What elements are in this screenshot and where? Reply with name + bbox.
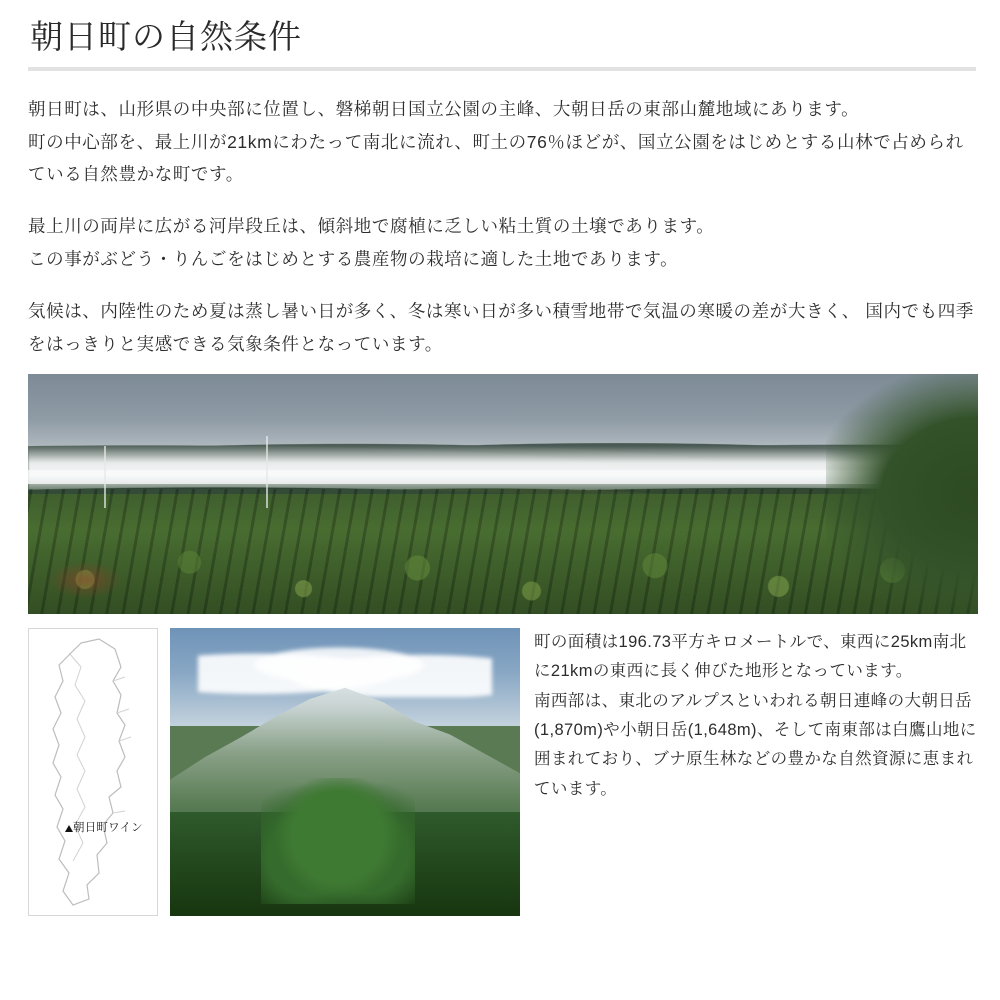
paragraph-soil: 最上川の両岸に広がる河岸段丘は、傾斜地で腐植に乏しい粘土質の土壌であります。 この事がぶどう・りんごをはじめとする農産物の栽培に適した土地であります。 — [28, 216, 715, 269]
hero-utility-pole — [104, 446, 106, 508]
lower-section — [28, 628, 978, 916]
area-description — [534, 628, 978, 804]
vineyard-panorama-image — [28, 374, 978, 614]
map-region-shape — [53, 639, 125, 905]
title-divider — [28, 67, 976, 71]
map-marker-icon — [65, 825, 73, 832]
map-outline-svg — [29, 629, 157, 915]
paragraph-location: 朝日町は、山形県の中央部に位置し、磐梯朝日国立公園の主峰、大朝日岳の東部山麓地域にあります。 町の中心部を、最上川が21kmにわたって南北に流れ、町土の76％ほどが、国立公園をはじめとする山林で占められている自然豊かな町です。 — [28, 99, 964, 184]
page-title: 朝日町の自然条件 — [30, 18, 302, 55]
map-marker-label: 朝日町ワイン — [73, 821, 143, 834]
hero-utility-pole — [266, 436, 268, 508]
mountain-photo — [170, 628, 520, 916]
mountain-foreground-tree — [261, 778, 415, 905]
hero-red-foliage — [47, 561, 123, 599]
region-map — [28, 628, 158, 916]
area-description-text: 町の面積は196.73平方キロメートルで、東西に25km南北に21kmの東西に長く伸びた地形となっています。 南西部は、東北のアルプスといわれる朝日連峰の大朝日岳(1,870m)や小朝日岳(1,648m)、そして南東部は白鷹山地に囲まれており、ブナ原生林などの豊かな自然資源に恵まれています。 — [534, 632, 977, 798]
hero-right-bush — [826, 374, 978, 614]
paragraph-climate: 気候は、内陸性のため夏は蒸し暑い日が多く、冬は寒い日が多い積雪地帯で気温の寒暖の差が大きく、 国内でも四季をはっきりと実感できる気象条件となっています。 — [28, 301, 974, 354]
